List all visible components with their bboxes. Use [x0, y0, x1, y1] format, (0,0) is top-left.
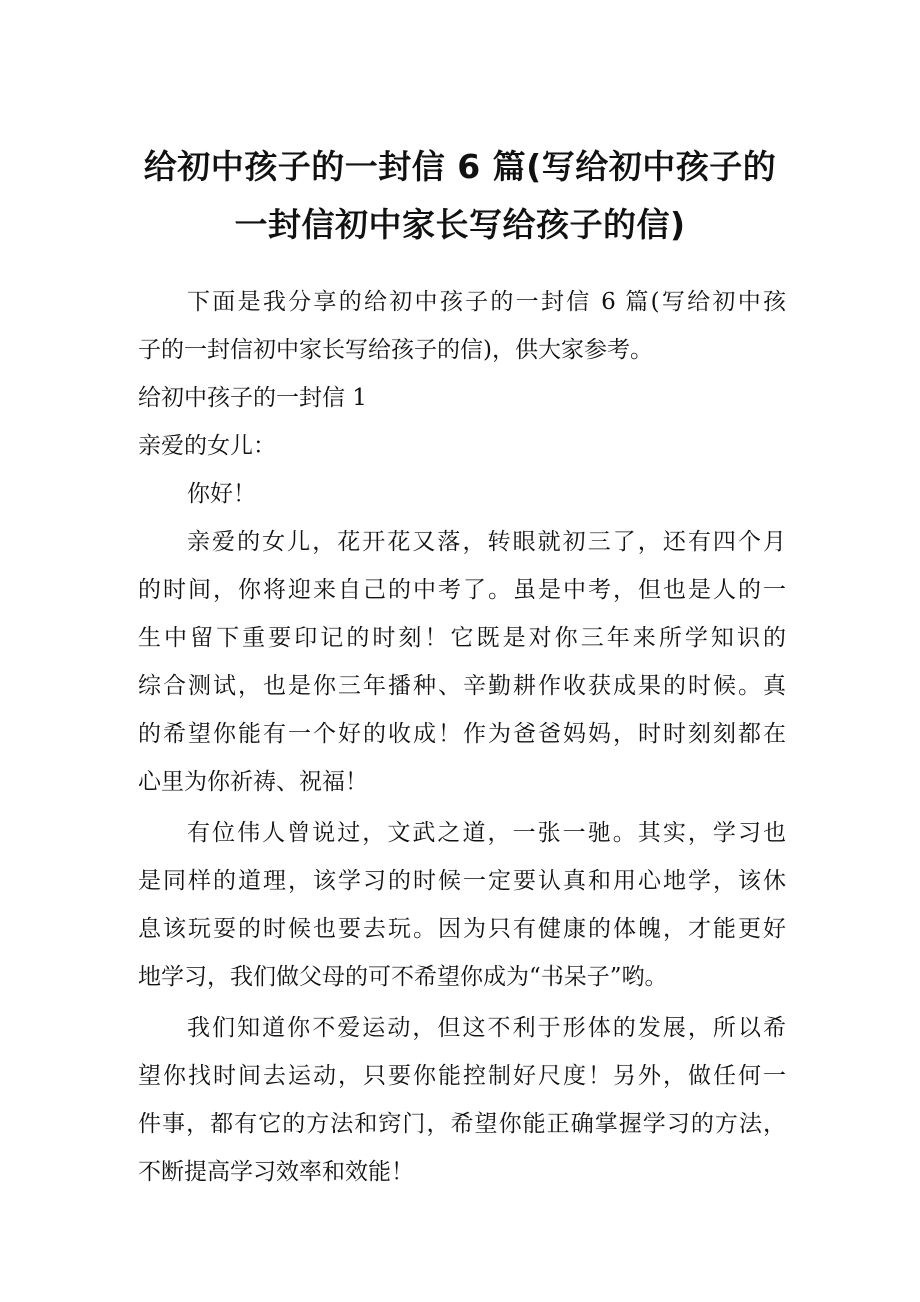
paragraph-1-line-1: 亲爱的女儿，花开花又落，转眼就初三了，还有四个月	[187, 529, 786, 555]
paragraph-1-line-6: 心里为你祈祷、祝福！	[138, 769, 368, 795]
title-line-2: 一封信初中家长写给孩子的信)	[234, 205, 686, 244]
paragraph-3-line-3: 件事，都有它的方法和窍门，希望你能正确掌握学习的方法，	[138, 1111, 786, 1137]
paragraph-1-line-4: 综合测试，也是你三年播种、辛勤耕作收获成果的时候。真	[138, 673, 786, 699]
salutation: 亲爱的女儿：	[138, 433, 276, 459]
paragraph-1-line-2: 的时间，你将迎来自己的中考了。虽是中考，但也是人的一	[138, 577, 786, 603]
paragraph-3-line-1: 我们知道你不爱运动，但这不利于形体的发展，所以希	[187, 1015, 786, 1041]
paragraph-2-line-3: 息该玩耍的时候也要去玩。因为只有健康的体魄，才能更好	[138, 916, 786, 942]
paragraph-3-line-2: 望你找时间去运动，只要你能控制好尺度！另外，做任何一	[138, 1063, 786, 1089]
paragraph-2-line-4: 地学习，我们做父母的可不希望你成为“书呆子”哟。	[138, 964, 668, 990]
document-body	[138, 278, 786, 1196]
paragraph-3	[138, 1004, 786, 1196]
intro-line-1: 下面是我分享的给初中孩子的一封信 6 篇(写给初中孩	[187, 289, 786, 315]
paragraph-2-line-2: 是同样的道理，该学习的时候一定要认真和用心地学，该休	[138, 868, 786, 894]
intro-line-2: 子的一封信初中家长写给孩子的信)，供大家参考。	[138, 337, 653, 363]
paragraph-1-line-3: 生中留下重要印记的时刻！它既是对你三年来所学知识的	[138, 625, 786, 651]
greeting: 你好！	[187, 481, 256, 507]
paragraph-1-line-5: 的希望你能有一个好的收成！作为爸爸妈妈，时时刻刻都在	[138, 721, 786, 747]
letter-heading: 给初中孩子的一封信 1	[138, 385, 367, 411]
paragraph-2-line-1: 有位伟人曾说过，文武之道，一张一驰。其实，学习也	[187, 820, 786, 846]
document-title	[120, 138, 800, 254]
paragraph-2	[138, 809, 786, 1001]
intro-paragraph	[138, 278, 786, 374]
paragraph-1	[138, 518, 786, 806]
title-line-1: 给初中孩子的一封信 6 篇(写给初中孩子的	[143, 147, 777, 186]
paragraph-3-line-4: 不断提高学习效率和效能！	[138, 1159, 414, 1185]
